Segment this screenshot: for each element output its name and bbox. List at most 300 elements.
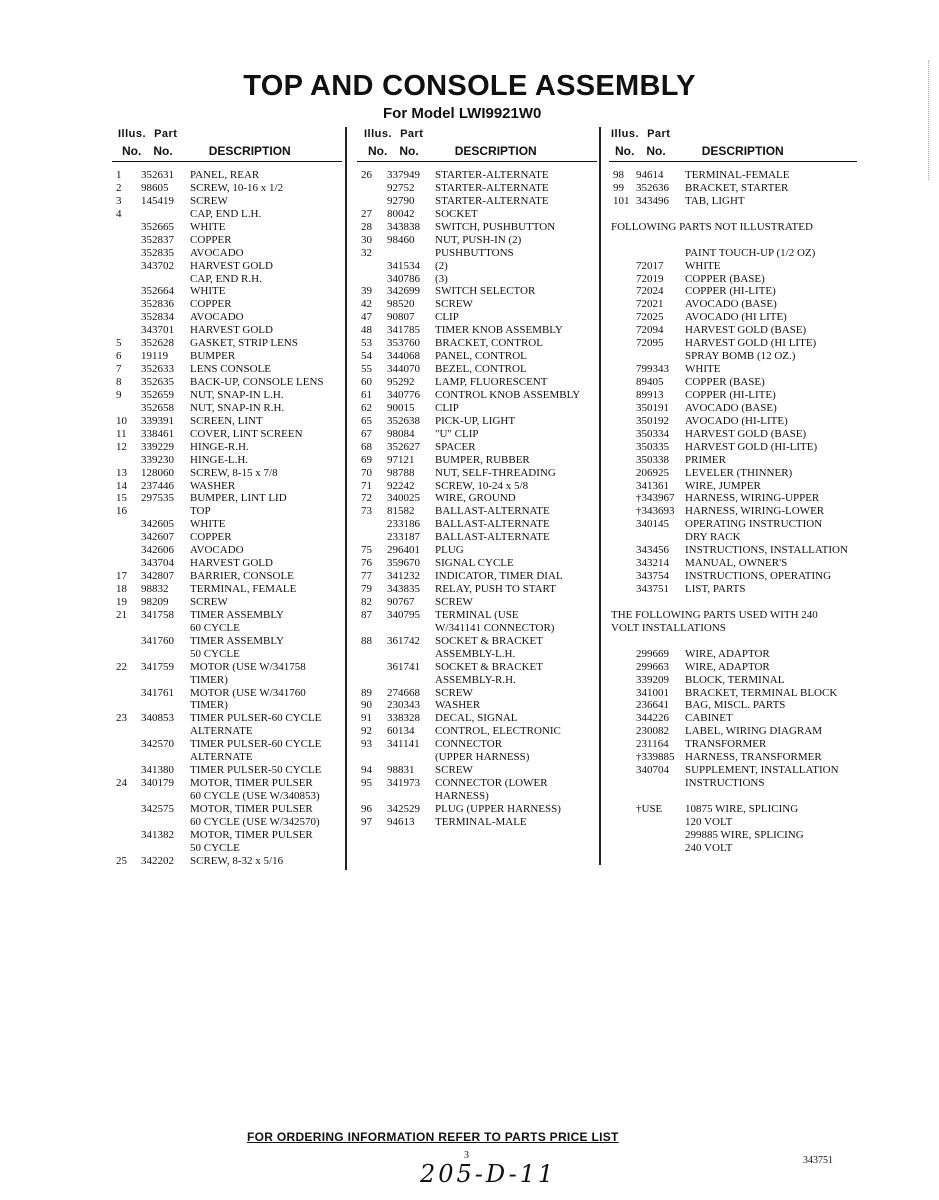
illus-number <box>112 402 141 415</box>
table-row <box>357 260 597 273</box>
part-description: PICK-UP, LIGHT <box>435 414 516 427</box>
part-number: 72017 <box>636 259 664 272</box>
part-number: 98788 <box>387 466 415 479</box>
header-illus-no: No. <box>122 144 142 158</box>
part-description: COPPER (HI-LITE) <box>685 388 776 401</box>
table-row <box>357 674 597 687</box>
illus-number <box>609 350 636 363</box>
part-description: (2) <box>435 259 448 272</box>
part-number: 342529 <box>387 802 420 815</box>
part-description: BRACKET, TERMINAL BLOCK <box>685 686 838 699</box>
part-description: WASHER <box>435 699 481 712</box>
part-number: 95292 <box>387 376 415 388</box>
part-description: AVOCADO (HI LITE) <box>685 311 787 324</box>
table-row <box>609 208 857 221</box>
part-number: 89405 <box>636 376 664 388</box>
table-row <box>609 324 857 337</box>
part-number <box>141 725 190 738</box>
illus-number <box>609 570 636 583</box>
illus-number: 5 <box>116 337 122 350</box>
table-row <box>112 816 342 829</box>
table-row <box>357 790 597 803</box>
part-description: CAP, END L.H. <box>190 207 262 220</box>
table-row <box>609 829 857 842</box>
part-number: 98520 <box>387 298 415 311</box>
part-number: 342607 <box>141 531 174 544</box>
table-row <box>112 273 342 286</box>
part-description: 10875 WIRE, SPLICING <box>685 802 799 815</box>
part-description: GASKET, STRIP LENS <box>190 337 298 350</box>
part-description: NUT, SNAP-IN L.H. <box>190 388 284 401</box>
illus-number <box>609 480 636 493</box>
table-row <box>112 492 342 505</box>
table-row <box>609 648 857 661</box>
illus-number <box>112 842 141 855</box>
part-number: 92752 <box>387 181 415 194</box>
illus-number <box>609 764 636 777</box>
illus-number: 68 <box>361 440 372 453</box>
illus-number: 19 <box>116 595 127 608</box>
part-description: HARNESS) <box>435 790 489 802</box>
illus-number <box>357 195 387 208</box>
part-number: †343967 <box>636 492 675 505</box>
illus-number <box>609 454 636 467</box>
table-row <box>112 208 342 221</box>
table-row <box>609 544 857 557</box>
illus-number <box>112 790 141 803</box>
part-description: SCREW <box>435 298 473 311</box>
illus-number <box>112 816 141 829</box>
part-description: BALLAST-ALTERNATE <box>435 531 550 544</box>
part-number: 338461 <box>141 427 174 440</box>
illus-number <box>609 687 636 700</box>
illus-number <box>609 415 636 428</box>
model-subtitle: For Model LWI9921W0 <box>383 105 542 122</box>
illus-number: 73 <box>361 505 372 518</box>
table-row <box>112 324 342 337</box>
part-description: HARNESS, TRANSFORMER <box>685 751 822 764</box>
illus-number <box>609 402 636 415</box>
illus-number: 16 <box>116 505 127 518</box>
table-row <box>112 661 342 674</box>
part-number: 352837 <box>141 233 174 246</box>
part-number <box>141 505 190 518</box>
part-description: TERMINAL-FEMALE <box>685 169 790 181</box>
illus-number: 26 <box>361 169 372 181</box>
part-description: ASSEMBLY-R.H. <box>435 673 516 686</box>
table-row <box>609 674 857 687</box>
illus-number: 3 <box>116 194 122 207</box>
table-row <box>357 596 597 609</box>
table-row <box>357 208 597 221</box>
part-description: HINGE-L.H. <box>190 453 249 466</box>
table-row <box>112 402 342 415</box>
part-number <box>387 622 435 635</box>
header-description: DESCRIPTION <box>208 144 291 158</box>
part-description: PLUG <box>435 544 464 557</box>
illus-number <box>609 311 636 324</box>
header-part-no: No. <box>153 144 173 158</box>
part-description: CONTROL, ELECTRONIC <box>435 725 561 738</box>
part-number: 352636 <box>636 181 669 194</box>
table-row <box>357 518 597 531</box>
part-number: 352664 <box>141 285 174 298</box>
illus-number: 71 <box>361 479 372 492</box>
illus-number: 82 <box>361 595 372 608</box>
table-row <box>112 725 342 738</box>
part-number: 352633 <box>141 363 174 376</box>
part-number: 359670 <box>387 557 420 570</box>
illus-number <box>357 531 387 544</box>
table-row <box>609 570 857 583</box>
part-description: MOTOR, TIMER PULSER <box>190 802 313 815</box>
illus-number <box>609 492 636 505</box>
part-description: 60 CYCLE <box>190 621 240 634</box>
illus-number <box>609 751 636 764</box>
header-part: Part <box>154 128 178 140</box>
part-number: 344070 <box>387 363 420 376</box>
illus-number <box>112 751 141 764</box>
part-number: 92790 <box>387 194 415 207</box>
illus-number <box>609 583 636 596</box>
illus-number <box>357 518 387 531</box>
part-description: SCREW <box>190 595 228 608</box>
table-row <box>609 247 857 260</box>
illus-number: 92 <box>361 725 372 738</box>
header-illus: Illus. <box>611 128 640 140</box>
table-row <box>112 687 342 700</box>
header-illus: Illus. <box>364 128 393 140</box>
table-row <box>112 751 342 764</box>
part-number: 98209 <box>141 595 169 608</box>
header-illus-no: No. <box>368 144 388 158</box>
part-description: OPERATING INSTRUCTION <box>685 518 823 531</box>
table-row <box>609 285 857 298</box>
part-number: 352628 <box>141 337 174 350</box>
part-description: 240 VOLT <box>685 841 733 854</box>
illus-number <box>609 803 636 816</box>
part-description: AVOCADO (BASE) <box>685 401 777 414</box>
table-row <box>609 738 857 751</box>
part-number: 352658 <box>141 401 174 414</box>
table-row <box>357 311 597 324</box>
part-number: 90767 <box>387 595 415 608</box>
parts-column-2 <box>357 128 597 829</box>
part-number: 341380 <box>141 764 174 777</box>
part-description: (3) <box>435 272 448 285</box>
part-description: BAG, MISCL. PARTS <box>685 699 786 712</box>
table-row <box>112 855 342 868</box>
illus-number: 10 <box>116 414 127 427</box>
table-row <box>112 777 342 790</box>
illus-number: 101 <box>613 194 630 207</box>
part-number: 343496 <box>636 194 669 207</box>
table-row <box>609 298 857 311</box>
part-description: BARRIER, CONSOLE <box>190 570 294 583</box>
part-description: BACK-UP, CONSOLE LENS <box>190 376 324 388</box>
illus-number <box>112 635 141 648</box>
table-row <box>609 428 857 441</box>
part-description: AVOCADO (HI-LITE) <box>685 414 788 427</box>
part-description: 50 CYCLE <box>190 647 240 660</box>
part-description: SWITCH SELECTOR <box>435 285 536 298</box>
table-row <box>357 751 597 764</box>
table-row <box>357 285 597 298</box>
part-number: 343751 <box>636 583 669 595</box>
part-description: HARVEST GOLD <box>190 259 273 272</box>
part-description: BUMPER <box>190 350 236 363</box>
part-number <box>636 350 685 363</box>
table-row <box>112 260 342 273</box>
part-description: COPPER <box>190 531 232 544</box>
part-description: PRIMER <box>685 453 726 466</box>
table-row <box>357 298 597 311</box>
part-number: 342606 <box>141 544 174 557</box>
table-row <box>112 363 342 376</box>
parts-list <box>112 169 342 868</box>
table-row <box>357 712 597 725</box>
part-description: COPPER (HI-LITE) <box>685 285 776 298</box>
illus-number <box>609 337 636 350</box>
illus-number <box>609 518 636 531</box>
illus-number <box>357 622 387 635</box>
part-description: NUT, SNAP-IN R.H. <box>190 401 285 414</box>
part-number: 98084 <box>387 427 415 440</box>
table-row <box>357 764 597 777</box>
illus-number: 94 <box>361 764 372 777</box>
column-divider <box>345 127 347 870</box>
part-description: NUT, PUSH-IN (2) <box>435 233 522 246</box>
table-row <box>609 363 857 376</box>
table-row <box>609 699 857 712</box>
part-number: 343214 <box>636 557 669 570</box>
part-number: 353760 <box>387 337 420 350</box>
illus-number <box>357 751 387 764</box>
illus-number <box>609 428 636 441</box>
part-description: MOTOR (USE W/341758 <box>190 660 306 673</box>
illus-number <box>357 273 387 286</box>
part-number: 206925 <box>636 466 669 479</box>
table-row <box>357 635 597 648</box>
illus-number <box>112 324 141 337</box>
illus-number <box>609 505 636 518</box>
part-description: HARVEST GOLD (BASE) <box>685 427 807 440</box>
table-row <box>609 764 857 777</box>
illus-number: 4 <box>116 207 122 220</box>
illus-number <box>112 531 141 544</box>
illus-number <box>609 816 636 829</box>
part-number: 72025 <box>636 311 664 324</box>
illus-number: 96 <box>361 802 372 815</box>
table-row <box>112 169 342 182</box>
part-number: 230082 <box>636 725 669 738</box>
table-row <box>357 441 597 454</box>
illus-number: 14 <box>116 479 127 492</box>
part-number: 340853 <box>141 712 174 725</box>
table-row <box>609 169 857 182</box>
part-number: 98605 <box>141 181 169 194</box>
part-number: 98832 <box>141 583 169 595</box>
part-description: CONTROL KNOB ASSEMBLY <box>435 388 581 401</box>
part-number <box>387 751 435 764</box>
part-description: HARVEST GOLD <box>190 557 273 570</box>
illus-number <box>609 842 636 855</box>
part-number: 340776 <box>387 388 420 401</box>
illus-number <box>112 260 141 273</box>
part-number: 92242 <box>387 479 415 492</box>
part-number <box>141 622 190 635</box>
illus-number: 1 <box>116 169 122 181</box>
part-description: HINGE-R.H. <box>190 440 249 453</box>
table-row <box>609 182 857 195</box>
illus-number <box>609 273 636 286</box>
illus-number: 77 <box>361 570 372 583</box>
table-row <box>609 816 857 829</box>
illus-number: 30 <box>361 233 372 246</box>
part-number <box>141 674 190 687</box>
table-row <box>112 247 342 260</box>
part-description: WHITE <box>190 220 226 233</box>
illus-number <box>609 260 636 273</box>
illus-number: 99 <box>613 181 624 194</box>
table-row <box>357 428 597 441</box>
illus-number: 93 <box>361 738 372 751</box>
part-description: MANUAL, OWNER'S <box>685 557 788 570</box>
part-description: HARVEST GOLD (HI-LITE) <box>685 440 818 453</box>
part-description: CONNECTOR (LOWER <box>435 777 548 790</box>
table-row <box>112 596 342 609</box>
part-number: 339391 <box>141 414 174 427</box>
part-number: 341785 <box>387 324 420 337</box>
part-description: SCREW, 10-24 x 5/8 <box>435 479 529 492</box>
part-number: 299669 <box>636 647 669 660</box>
part-description: BALLAST-ALTERNATE <box>435 505 550 518</box>
illus-number <box>112 622 141 635</box>
illus-number <box>609 699 636 712</box>
part-number: 341759 <box>141 660 174 673</box>
illus-number <box>609 829 636 842</box>
part-description: 60 CYCLE (USE W/342570) <box>190 815 320 828</box>
illus-number: 28 <box>361 220 372 233</box>
header-description: DESCRIPTION <box>701 144 784 158</box>
part-number: 233186 <box>387 518 420 531</box>
table-row <box>609 467 857 480</box>
illus-number <box>357 674 387 687</box>
illus-number: 42 <box>361 298 372 311</box>
part-description: LIST, PARTS <box>685 583 746 595</box>
part-number: 339230 <box>141 453 174 466</box>
illus-number <box>112 674 141 687</box>
part-number: 340145 <box>636 518 669 531</box>
part-description: SCREW <box>435 595 473 608</box>
part-number: 799343 <box>636 363 669 376</box>
illus-number <box>609 467 636 480</box>
part-number: 342570 <box>141 738 174 751</box>
column-header <box>357 144 597 162</box>
table-row <box>112 389 342 402</box>
illus-number <box>357 790 387 803</box>
part-number: 352631 <box>141 169 174 181</box>
table-row <box>357 738 597 751</box>
part-description: 50 CYCLE <box>190 841 240 854</box>
part-number: 98831 <box>387 764 415 777</box>
part-number: 350338 <box>636 453 669 466</box>
illus-number <box>609 376 636 389</box>
table-row <box>112 699 342 712</box>
illus-number <box>357 182 387 195</box>
illus-number: 6 <box>116 350 122 363</box>
part-description: SCREW, 8-15 x 7/8 <box>190 466 278 479</box>
part-description: STARTER-ALTERNATE <box>435 194 549 207</box>
part-number: 343456 <box>636 544 669 557</box>
part-description: PLUG (UPPER HARNESS) <box>435 802 561 815</box>
part-description: TIMER PULSER-60 CYCLE <box>190 712 322 725</box>
part-number: 342202 <box>141 854 174 867</box>
illus-number <box>112 699 141 712</box>
illus-number <box>112 544 141 557</box>
part-number: 343754 <box>636 570 669 583</box>
part-number <box>636 816 685 829</box>
table-row <box>112 829 342 842</box>
column-header <box>609 144 857 162</box>
part-number: 352627 <box>387 440 420 453</box>
part-description: SCREW <box>190 194 228 207</box>
parts-list <box>609 169 857 855</box>
part-description: HARVEST GOLD (BASE) <box>685 324 807 337</box>
part-number: 19119 <box>141 350 169 363</box>
part-description: LABEL, WIRING DIAGRAM <box>685 725 822 738</box>
table-row <box>112 480 342 493</box>
part-description: SWITCH, PUSHBUTTON <box>435 220 556 233</box>
part-description: STARTER-ALTERNATE <box>435 169 549 181</box>
table-row <box>609 376 857 389</box>
part-description: COPPER <box>190 298 232 311</box>
part-description: CLIP <box>435 311 459 324</box>
table-row <box>112 790 342 803</box>
table-row <box>609 635 857 648</box>
table-row <box>112 544 342 557</box>
illus-number <box>112 273 141 286</box>
illus-number: 54 <box>361 350 372 363</box>
part-number: 352638 <box>387 414 420 427</box>
column-header <box>112 144 342 162</box>
illus-number: 75 <box>361 544 372 557</box>
table-row <box>357 182 597 195</box>
table-row <box>357 195 597 208</box>
part-description: BRACKET, STARTER <box>685 181 789 194</box>
part-description: SCREW <box>435 764 473 777</box>
part-number: 341001 <box>636 686 669 699</box>
table-row <box>357 350 597 363</box>
table-row <box>357 803 597 816</box>
table-row <box>609 480 857 493</box>
part-description: PANEL, REAR <box>190 169 260 181</box>
illus-number <box>609 557 636 570</box>
part-number: 297535 <box>141 492 174 505</box>
part-description: COVER, LINT SCREEN <box>190 427 303 440</box>
part-number <box>141 816 190 829</box>
part-number: 344068 <box>387 350 420 363</box>
part-number: 350191 <box>636 401 669 414</box>
part-number: 299663 <box>636 660 669 673</box>
table-row <box>609 402 857 415</box>
illus-number: 67 <box>361 427 372 440</box>
part-number: 340786 <box>387 272 420 285</box>
part-description: PAINT TOUCH-UP (1/2 OZ) <box>685 246 816 259</box>
part-description: LEVELER (THINNER) <box>685 466 793 479</box>
part-description: SCREEN, LINT <box>190 414 263 427</box>
part-number: 361742 <box>387 634 420 647</box>
